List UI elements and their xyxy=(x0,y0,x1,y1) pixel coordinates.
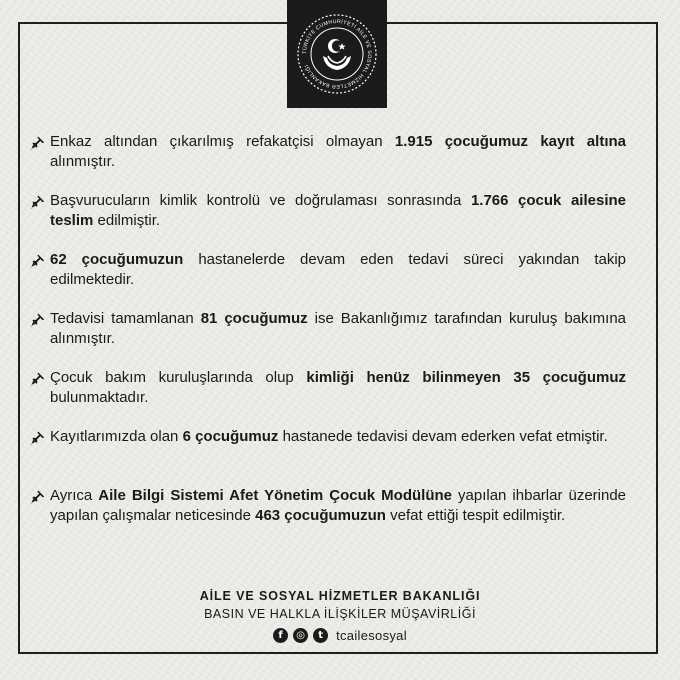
highlight-text: 81 çocuğumuz xyxy=(200,310,308,327)
body-text: Enkaz altından çıkarılmış refakatçisi olmayan xyxy=(50,133,395,150)
svg-text:TÜRKİYE CUMHURİYETİ AİLE VE SO xyxy=(301,18,372,89)
body-text: Kayıtlarımızda olan xyxy=(50,428,183,445)
pushpin-icon xyxy=(30,135,46,151)
highlight-text: 1.766 çocuk ailesine teslim xyxy=(50,192,626,229)
highlight-text: 1.915 çocuğumuz kayıt altına xyxy=(394,133,626,150)
highlight-text: Aile Bilgi Sistemi Afet Yönetim Çocuk Modülüne xyxy=(98,487,452,504)
social-bar xyxy=(0,628,680,643)
list-item xyxy=(30,250,626,290)
instagram-icon[interactable]: ◎ xyxy=(293,628,308,643)
pushpin-icon xyxy=(30,430,46,446)
social-handle[interactable]: tcailesosyal xyxy=(336,628,407,643)
body-text: vefat ettiği tespit edilmiştir. xyxy=(385,507,566,524)
body-text: edilmiştir. xyxy=(93,212,161,229)
emblem-icon xyxy=(295,12,379,96)
twitter-icon[interactable]: t xyxy=(313,628,328,643)
pushpin-icon xyxy=(30,312,46,328)
highlight-text: 62 çocuğumuzun xyxy=(50,251,184,268)
list-item xyxy=(30,368,626,408)
facebook-icon[interactable]: f xyxy=(273,628,288,643)
body-text: Çocuk bakım kuruluşlarında olup xyxy=(50,369,307,386)
body-text: hastanelerde devam eden tedavi süreci yakından takip edilmektedir. xyxy=(50,251,626,288)
body-text: hastanede tedavisi devam ederken vefat etmiştir. xyxy=(278,428,608,445)
list-item xyxy=(30,191,626,231)
highlight-text: 6 çocuğumuz xyxy=(182,428,279,445)
body-text: bulunmaktadır. xyxy=(50,389,149,406)
pushpin-icon xyxy=(30,253,46,269)
pushpin-icon xyxy=(30,194,46,210)
body-text: yapılan ihbarlar üzerinde yapılan çalışmalar neticesinde xyxy=(50,487,627,524)
body-text: ise Bakanlığımız tarafından kuruluş bakımına alınmıştır. xyxy=(50,310,627,347)
ministry-emblem xyxy=(287,0,387,108)
body-text: Tedavisi tamamlanan xyxy=(50,310,201,327)
body-text: Ayrıca xyxy=(50,487,99,504)
list-item xyxy=(30,132,626,172)
list-item xyxy=(30,309,626,349)
highlight-text: 463 çocuğumuzun xyxy=(255,507,386,524)
body-text: Başvurucuların kimlik kontrolü ve doğrulaması sonrasında xyxy=(50,192,471,209)
department-name: BASIN VE HALKLA İLİŞKİLER MÜŞAVİRLİĞİ xyxy=(204,607,476,621)
body-text: alınmıştır. xyxy=(50,153,116,170)
statement-list xyxy=(30,132,626,565)
highlight-text: kimliği henüz bilinmeyen 35 çocuğumuz xyxy=(306,369,626,386)
list-item xyxy=(30,427,626,467)
ministry-name: AİLE VE SOSYAL HİZMETLER BAKANLIĞI xyxy=(199,589,481,603)
emblem-ring-text: TÜRKİYE CUMHURİYETİ AİLE VE SOSYAL HİZMETLER BAKANLIĞI xyxy=(301,18,373,90)
pushpin-icon xyxy=(30,371,46,387)
pushpin-icon xyxy=(30,489,46,505)
list-item xyxy=(30,486,626,546)
